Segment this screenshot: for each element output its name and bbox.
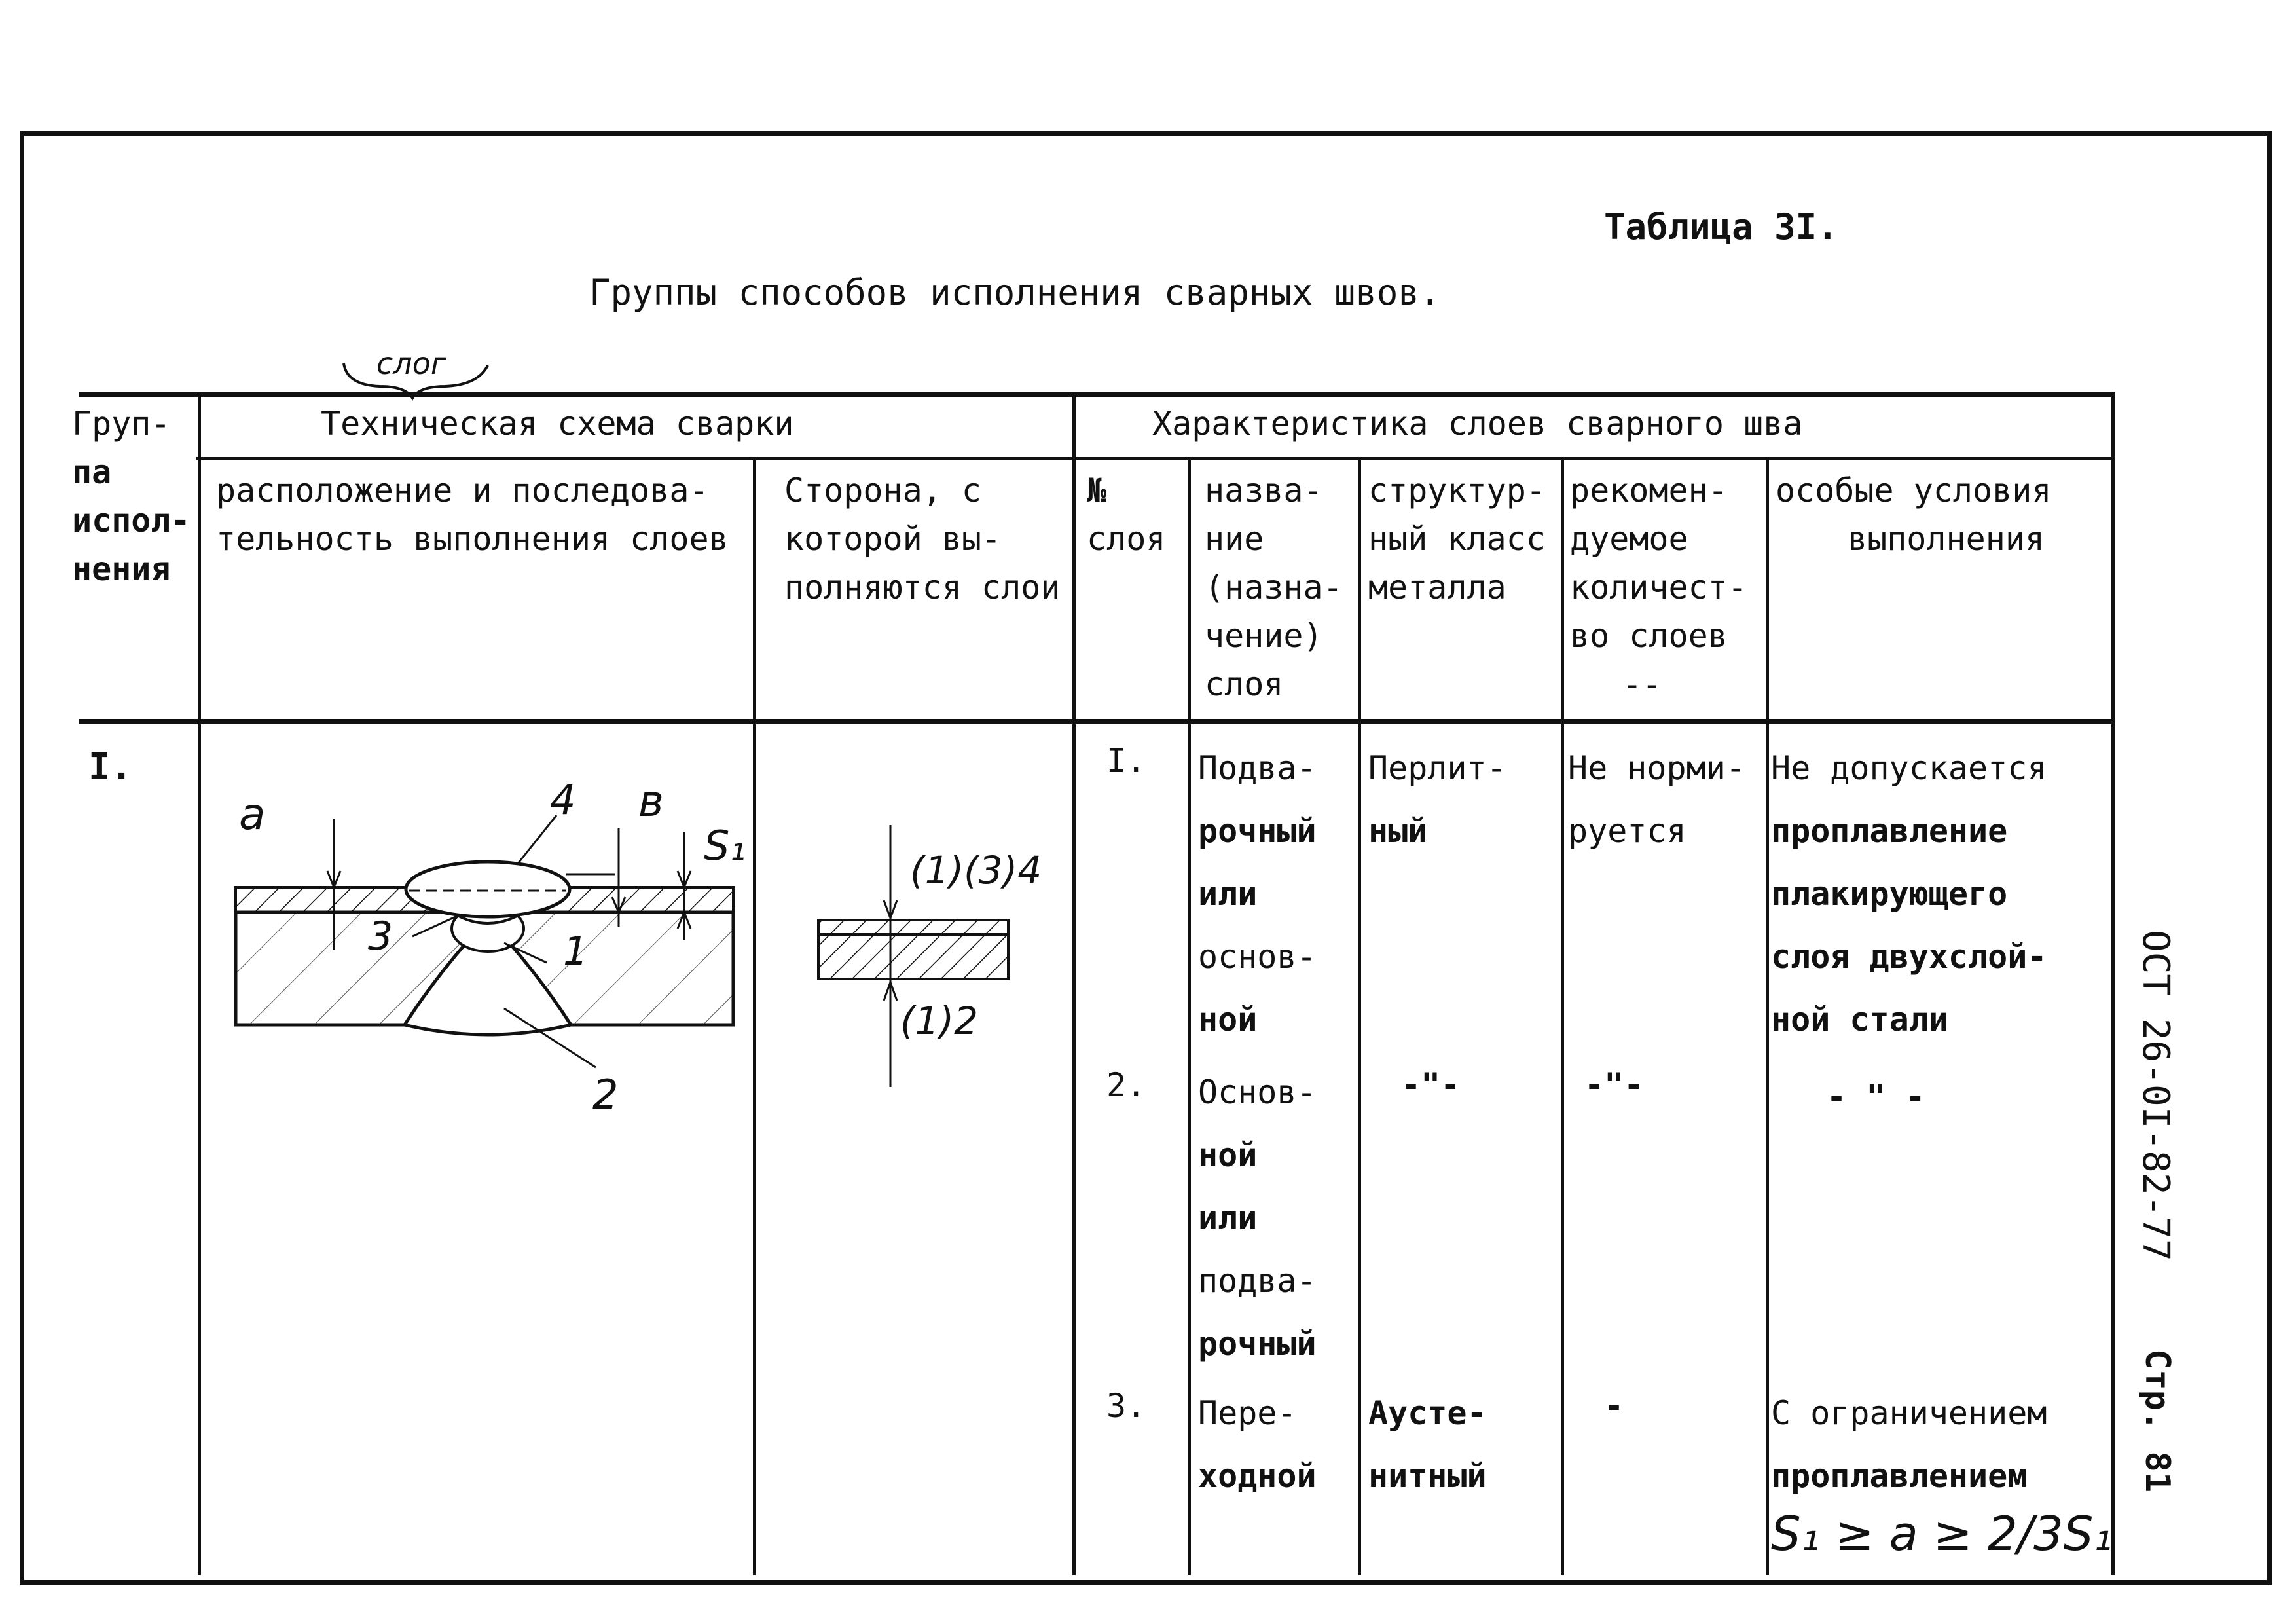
row1-name: Подва- рочный или основ- ной	[1198, 749, 1317, 1039]
col-line-right	[2111, 396, 2115, 1575]
header-tech-layout: расположение и последова- тельность выполнения слоев	[216, 471, 729, 558]
header-struct-class: структур- ный класс металла	[1368, 471, 1546, 606]
row1-no: I.	[1106, 742, 1146, 780]
header-tech-scheme: Техническая схема сварки	[321, 405, 794, 443]
header-group: Груп- па испол- нения	[72, 405, 191, 588]
col-line-4	[1188, 458, 1191, 1575]
header-characteristics: Характеристика слоев сварного шва	[1152, 405, 1803, 443]
table-top-rule	[79, 392, 2115, 397]
row3-count: -	[1604, 1387, 1624, 1425]
header-divider	[196, 457, 2115, 460]
label-side-bottom: (1)2	[900, 999, 979, 1043]
row3-conditions: С ограничением проплавлением	[1771, 1394, 2047, 1495]
side-code: ОСТ 26-0I-82-77	[2134, 930, 2177, 1261]
header-special: особые условия выполнения	[1776, 471, 2052, 558]
label-layer2: 2	[592, 1071, 619, 1118]
header-layer-name: назва- ние (назна- чение) слоя	[1205, 471, 1343, 703]
col-line-5	[1358, 458, 1361, 1575]
row2-count: -"-	[1584, 1066, 1644, 1104]
col-line-6	[1561, 458, 1564, 1575]
row3-no: 3.	[1106, 1387, 1146, 1425]
row2-class: -"-	[1401, 1066, 1461, 1104]
table-label: Таблица 3I.	[1604, 206, 1838, 248]
label-layer1: 1	[563, 929, 589, 974]
row1-conditions: Не допускается проплавление плакирующего слоя двухслой- ной стали	[1771, 749, 2047, 1039]
label-layer3: 3	[368, 913, 393, 959]
label-s1: S₁	[704, 822, 746, 870]
row3-formula: S₁ ≥ a ≥ 2/3S₁	[1771, 1506, 2113, 1561]
header-bottom-rule	[79, 719, 2115, 724]
row2-name: Основ- ной или подва- рочный	[1198, 1073, 1317, 1363]
table-title: Группы способов исполнения сварных швов.	[589, 272, 1441, 313]
row1-class: Перлит- ный	[1368, 749, 1506, 850]
row2-conditions: - " -	[1827, 1078, 1925, 1116]
label-a: a	[239, 789, 266, 840]
handwritten-note: слог	[376, 346, 447, 381]
header-layer-no: № слоя	[1087, 471, 1166, 558]
col-line-7	[1766, 458, 1769, 1575]
label-side-top: (1)(3)4	[910, 848, 1042, 893]
group-number: I.	[88, 746, 133, 788]
page-label: Стр. 81	[2138, 1349, 2177, 1493]
header-tech-side: Сторона, с которой вы- полняются слои	[784, 471, 1061, 606]
label-b: в	[638, 776, 664, 826]
col-line-3	[1072, 396, 1076, 1575]
weld-diagram	[196, 753, 773, 1120]
row1-count: Не норми- руется	[1568, 749, 1745, 850]
row3-class: Аусте- нитный	[1368, 1394, 1487, 1495]
label-layer4: 4	[550, 776, 576, 824]
row3-name: Пере- ходной	[1198, 1394, 1317, 1495]
row2-no: 2.	[1106, 1066, 1146, 1104]
header-recommended: рекомен- дуемое количест- во слоев --	[1570, 471, 1747, 703]
